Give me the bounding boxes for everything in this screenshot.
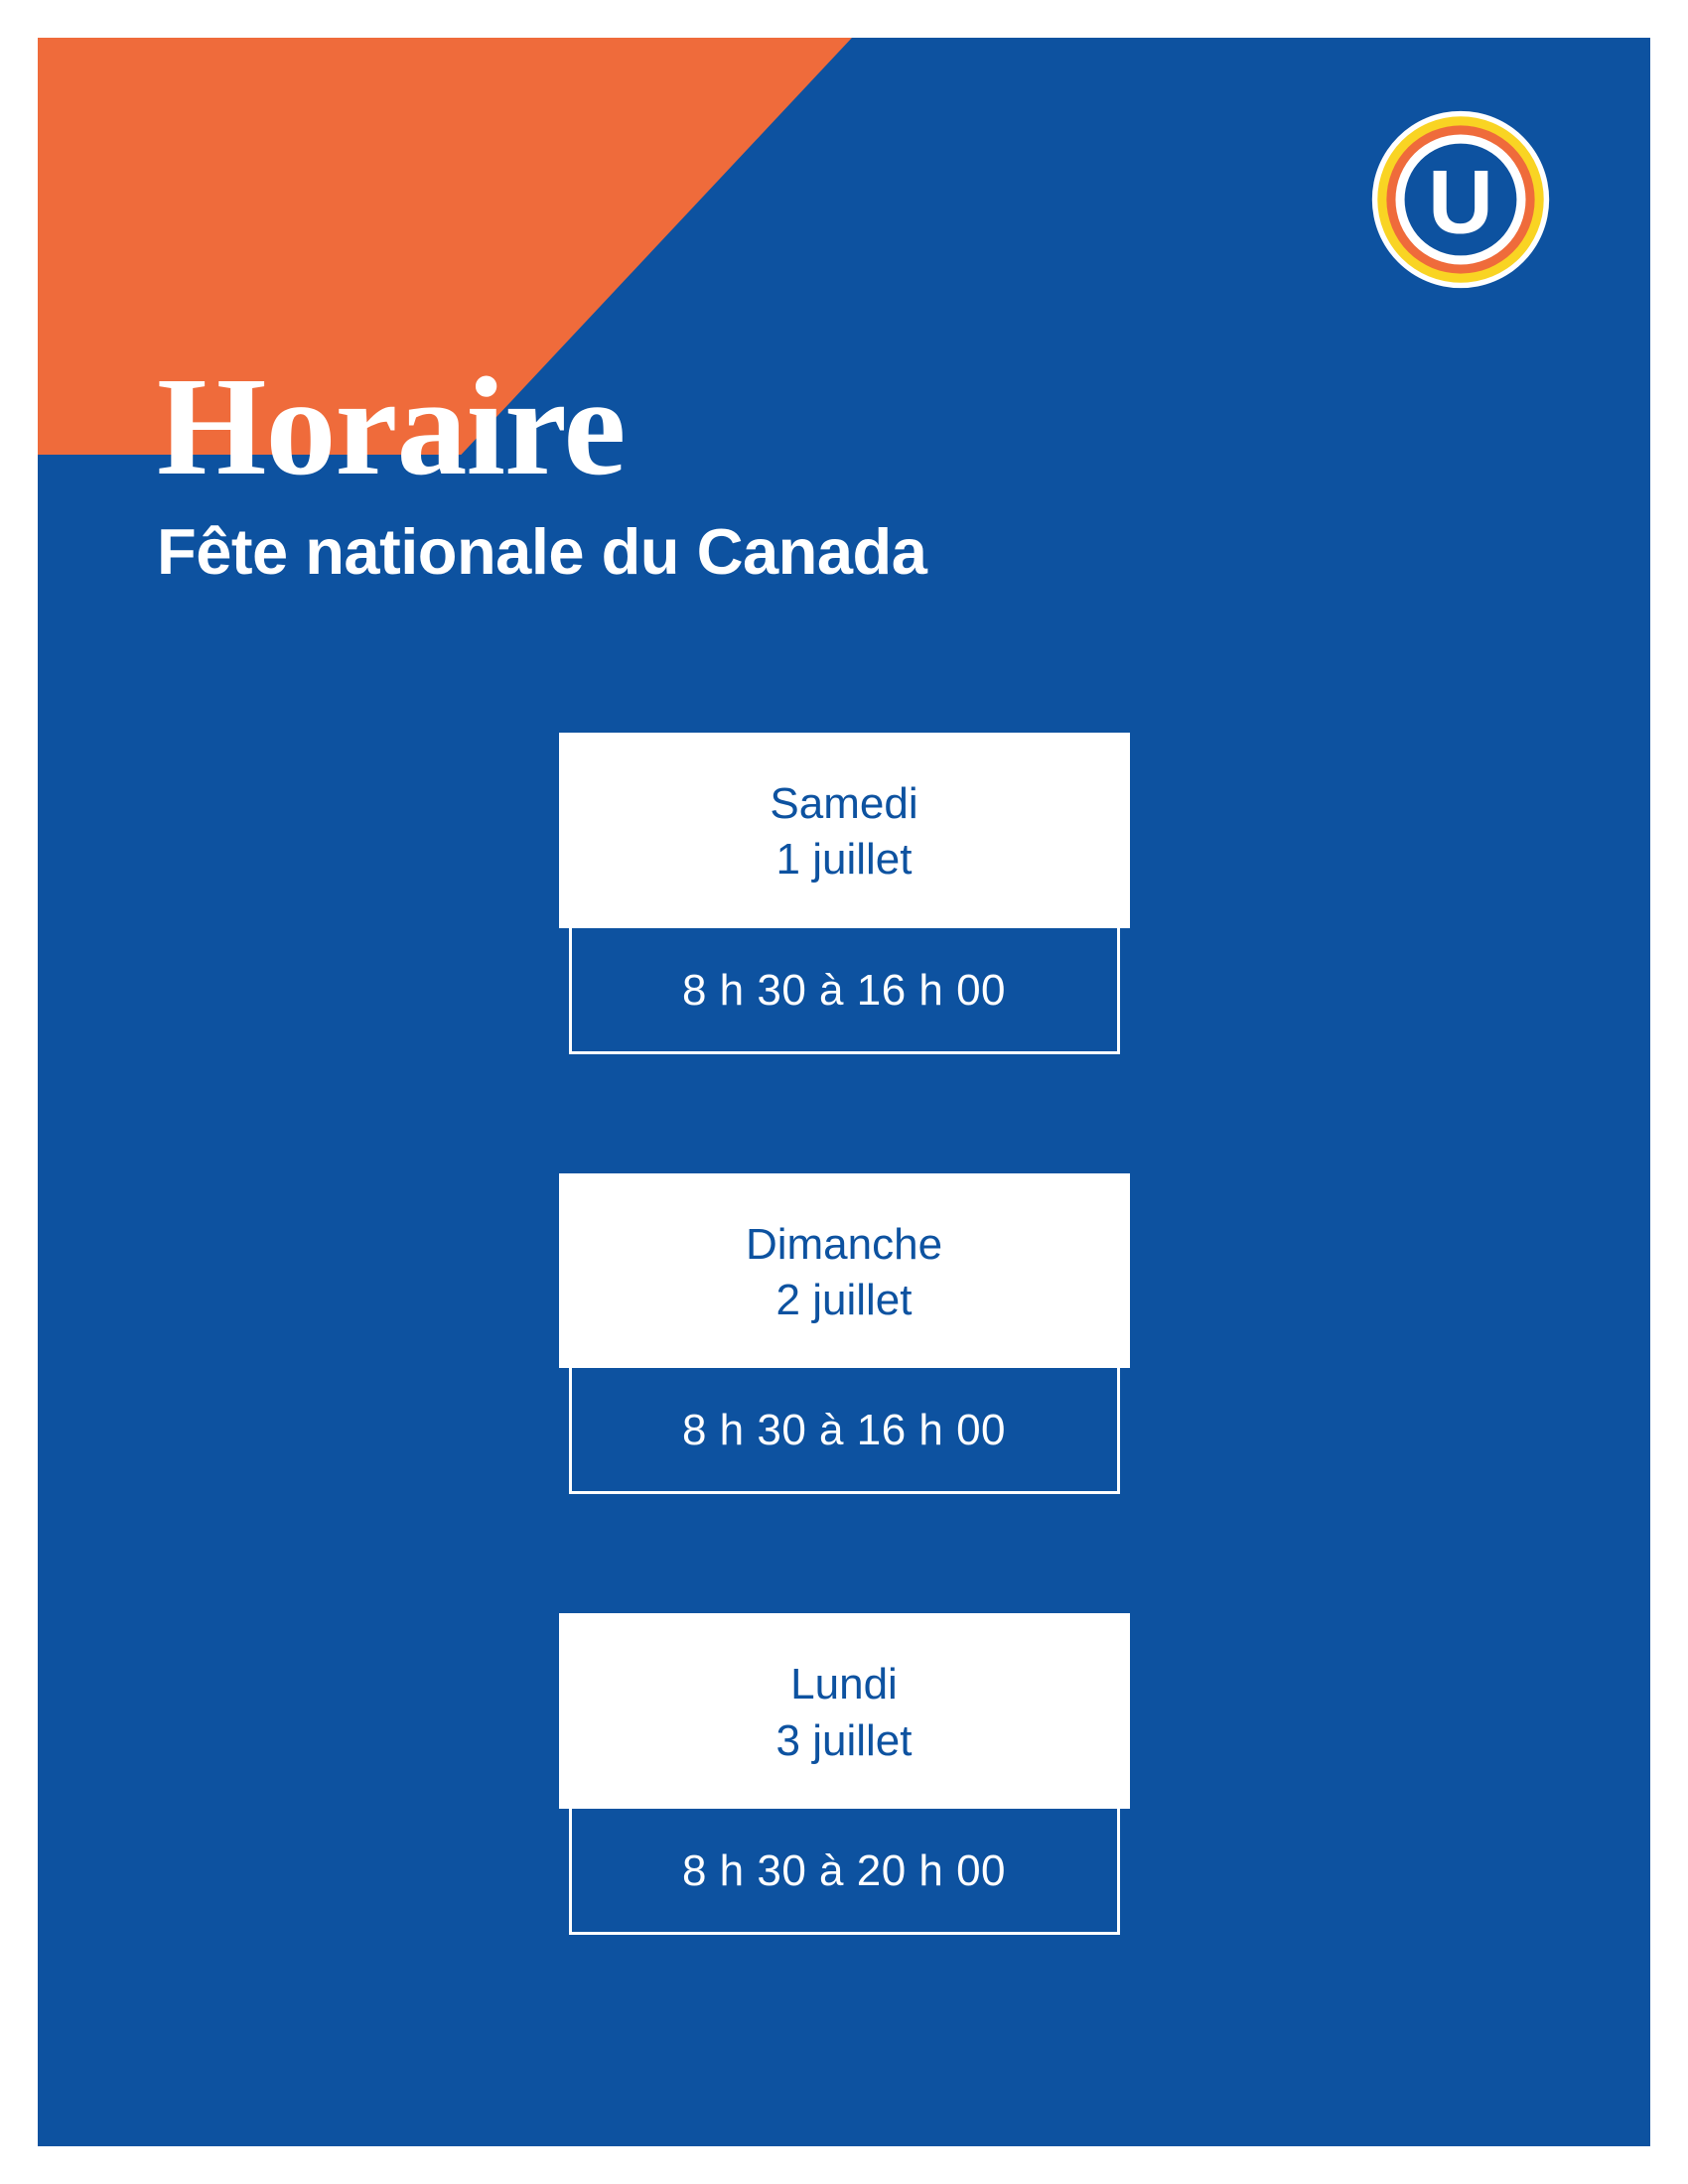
title-block [157, 347, 1348, 588]
schedule-day-name: Samedi [770, 779, 918, 828]
schedule-card-hours: 8 h 30 à 20 h 00 [569, 1809, 1120, 1935]
schedule-card-hours: 8 h 30 à 16 h 00 [569, 928, 1120, 1054]
schedule-day-name: Dimanche [745, 1219, 943, 1269]
schedule-card-day [559, 1613, 1130, 1809]
schedule-list [38, 733, 1650, 1935]
page-title: Horaire [157, 347, 626, 504]
schedule-card [559, 1173, 1130, 1495]
logo-letter: U [1428, 152, 1493, 253]
schedule-card-day [559, 733, 1130, 928]
schedule-card [559, 733, 1130, 1054]
page-subtitle: Fête nationale du Canada [157, 515, 927, 588]
schedule-day-date: 2 juillet [775, 1275, 913, 1324]
poster-canvas [38, 38, 1650, 2146]
schedule-card-day [559, 1173, 1130, 1369]
schedule-day-name: Lundi [790, 1660, 898, 1709]
schedule-card [559, 1613, 1130, 1935]
schedule-day-date: 1 juillet [775, 835, 913, 885]
university-logo [1370, 109, 1551, 290]
schedule-card-hours: 8 h 30 à 16 h 00 [569, 1368, 1120, 1494]
schedule-day-date: 3 juillet [775, 1715, 913, 1765]
